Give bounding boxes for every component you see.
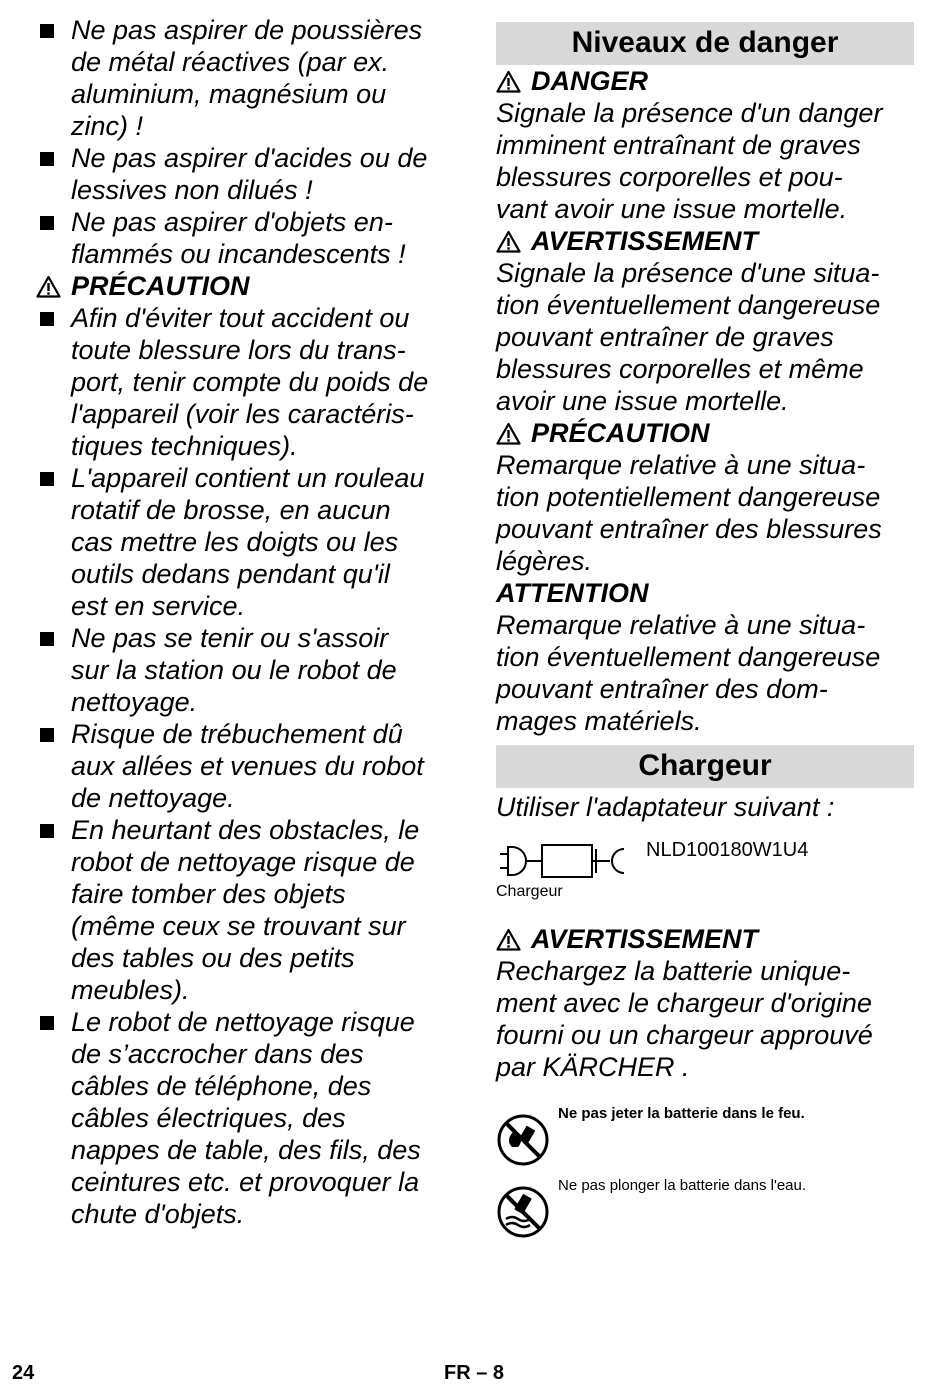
text-line: sur la station ou le robot de bbox=[71, 655, 397, 685]
text-line: pouvant entraîner des blessures bbox=[496, 514, 882, 544]
warning-triangle-icon bbox=[496, 70, 521, 93]
text-line: tion éventuellement dangereuse bbox=[496, 290, 881, 320]
charger-model: NLD100180W1U4 bbox=[646, 839, 809, 861]
text-line: (même ceux se trouvant sur bbox=[71, 911, 406, 941]
danger-level-description bbox=[496, 257, 914, 417]
text-line: pouvant entraîner des dom- bbox=[496, 674, 828, 704]
text-line: Ne pas aspirer de poussières bbox=[71, 15, 423, 45]
charger-warning-text bbox=[496, 955, 914, 1083]
text-line: Remarque relative à une situa- bbox=[496, 450, 866, 480]
text-line: mages matériels. bbox=[496, 706, 702, 736]
bullet-square-icon bbox=[40, 24, 54, 38]
danger-level-label: ATTENTION bbox=[496, 578, 649, 608]
text-line: faire tomber des objets bbox=[71, 879, 346, 909]
text-line: câbles de téléphone, des bbox=[71, 1071, 372, 1101]
bullet-square-icon bbox=[40, 1016, 54, 1030]
text-line: ceintures etc. et provoquer la bbox=[71, 1167, 420, 1197]
text-line: de nettoyage. bbox=[71, 783, 235, 813]
charger-warning-label: AVERTISSEMENT bbox=[531, 924, 759, 954]
text-line: avoir une issue mortelle. bbox=[496, 386, 789, 416]
bullet-item bbox=[36, 814, 456, 1006]
text-line: rotatif de brosse, en aucun bbox=[71, 495, 391, 525]
warning-triangle-icon bbox=[496, 422, 521, 445]
charger-warning-heading bbox=[496, 923, 914, 955]
no-battery-water-icon bbox=[496, 1185, 550, 1239]
danger-level-label: PRÉCAUTION bbox=[531, 418, 710, 448]
text-line: tion potentiellement dangereuse bbox=[496, 482, 881, 512]
text-line: légères. bbox=[496, 546, 593, 576]
charger-title: Chargeur bbox=[496, 745, 914, 788]
text-line: ment avec le chargeur d'origine bbox=[496, 988, 872, 1018]
text-line: outils dedans pendant qu'il bbox=[71, 559, 390, 589]
text-line: par KÄRCHER . bbox=[496, 1052, 690, 1082]
text-line: pouvant entraîner de graves bbox=[496, 322, 834, 352]
charger-intro: Utiliser l'adaptateur suivant : bbox=[496, 792, 835, 822]
danger-level-description bbox=[496, 609, 914, 737]
bullet-item bbox=[36, 462, 456, 622]
text-line: cas mettre les doigts ou les bbox=[71, 527, 399, 557]
text-line: blessures corporelles et pou- bbox=[496, 162, 843, 192]
warning-triangle-icon bbox=[36, 275, 61, 298]
bullet-item bbox=[36, 1006, 456, 1230]
text-line: meubles). bbox=[71, 975, 190, 1005]
page-number: 24 bbox=[12, 1362, 35, 1384]
bullet-square-icon bbox=[40, 824, 54, 838]
text-line: chute d'objets. bbox=[71, 1199, 245, 1229]
warning-triangle-icon bbox=[496, 230, 521, 253]
text-line: port, tenir compte du poids de bbox=[71, 367, 429, 397]
text-line: câbles électriques, des bbox=[71, 1103, 346, 1133]
danger-level-heading bbox=[496, 65, 914, 97]
text-line: est en service. bbox=[71, 591, 246, 621]
battery-note bbox=[496, 1105, 914, 1177]
battery-notes bbox=[496, 1105, 914, 1249]
text-line: nappes de table, des fils, des bbox=[71, 1135, 421, 1165]
right-column bbox=[496, 22, 914, 1249]
bullet-square-icon bbox=[40, 216, 54, 230]
bullet-item bbox=[36, 14, 456, 142]
bullet-item bbox=[36, 206, 456, 270]
charger-diagram bbox=[496, 825, 914, 909]
bullet-item bbox=[36, 302, 456, 462]
danger-level-label: DANGER bbox=[531, 66, 649, 96]
text-line: Signale la présence d'une situa- bbox=[496, 258, 880, 288]
warning-label: PRÉCAUTION bbox=[71, 271, 250, 301]
text-line: aux allées et venues du robot bbox=[71, 751, 424, 781]
text-line: Rechargez la batterie unique- bbox=[496, 956, 851, 986]
bullet-item bbox=[36, 718, 456, 814]
charger-diagram-label: Chargeur bbox=[496, 883, 563, 900]
battery-note-text: Ne pas plonger la batterie dans l'eau. bbox=[558, 1177, 807, 1194]
text-line: imminent entraînant de graves bbox=[496, 130, 861, 160]
text-line: l'appareil (voir les caractéris- bbox=[71, 399, 414, 429]
text-line: aluminium, magnésium ou bbox=[71, 79, 387, 109]
text-line: toute blessure lors du trans- bbox=[71, 335, 406, 365]
danger-level-description bbox=[496, 97, 914, 225]
text-line: Afin d'éviter tout accident ou bbox=[71, 303, 410, 333]
text-line: Signale la présence d'un danger bbox=[496, 98, 883, 128]
battery-note bbox=[496, 1177, 914, 1249]
no-battery-fire-icon bbox=[496, 1113, 550, 1167]
text-line: flammés ou incandescents ! bbox=[71, 239, 406, 269]
text-line: vant avoir une issue mortelle. bbox=[496, 194, 848, 224]
text-line: de métal réactives (par ex. bbox=[71, 47, 390, 77]
text-line: robot de nettoyage risque de bbox=[71, 847, 415, 877]
charger-adapter-icon bbox=[498, 843, 628, 879]
text-line: tiques techniques). bbox=[71, 431, 298, 461]
danger-level-description bbox=[496, 449, 914, 577]
text-line: nettoyage. bbox=[71, 687, 198, 717]
text-line: lessives non dilués ! bbox=[71, 175, 313, 205]
left-column bbox=[36, 14, 456, 1230]
danger-levels-title: Niveaux de danger bbox=[496, 22, 914, 65]
warning-heading bbox=[36, 270, 456, 302]
text-line: En heurtant des obstacles, le bbox=[71, 815, 420, 845]
danger-level-label: AVERTISSEMENT bbox=[531, 226, 759, 256]
text-line: Risque de trébuchement dû bbox=[71, 719, 403, 749]
text-line: de s’accrocher dans des bbox=[71, 1039, 364, 1069]
text-line: blessures corporelles et même bbox=[496, 354, 864, 384]
language-page: FR – 8 bbox=[444, 1362, 505, 1384]
bullet-square-icon bbox=[40, 152, 54, 166]
text-line: des tables ou des petits bbox=[71, 943, 355, 973]
text-line: fourni ou un chargeur approuvé bbox=[496, 1020, 873, 1050]
text-line: Ne pas aspirer d'objets en- bbox=[71, 207, 393, 237]
battery-note-text: Ne pas jeter la batterie dans le feu. bbox=[558, 1105, 805, 1122]
bullet-square-icon bbox=[40, 312, 54, 326]
text-line: Ne pas aspirer d'acides ou de bbox=[71, 143, 428, 173]
text-line: Remarque relative à une situa- bbox=[496, 610, 866, 640]
text-line: L'appareil contient un rouleau bbox=[71, 463, 425, 493]
text-line: Le robot de nettoyage risque bbox=[71, 1007, 415, 1037]
bullet-item bbox=[36, 622, 456, 718]
danger-level-heading bbox=[496, 577, 914, 609]
bullet-square-icon bbox=[40, 632, 54, 646]
bullet-item bbox=[36, 142, 456, 206]
bullet-square-icon bbox=[40, 728, 54, 742]
danger-level-heading bbox=[496, 225, 914, 257]
text-line: Ne pas se tenir ou s'assoir bbox=[71, 623, 389, 653]
text-line: tion éventuellement dangereuse bbox=[496, 642, 881, 672]
danger-level-heading bbox=[496, 417, 914, 449]
warning-triangle-icon bbox=[496, 928, 521, 951]
bullet-square-icon bbox=[40, 472, 54, 486]
text-line: zinc) ! bbox=[71, 111, 144, 141]
danger-levels-list bbox=[496, 65, 914, 737]
